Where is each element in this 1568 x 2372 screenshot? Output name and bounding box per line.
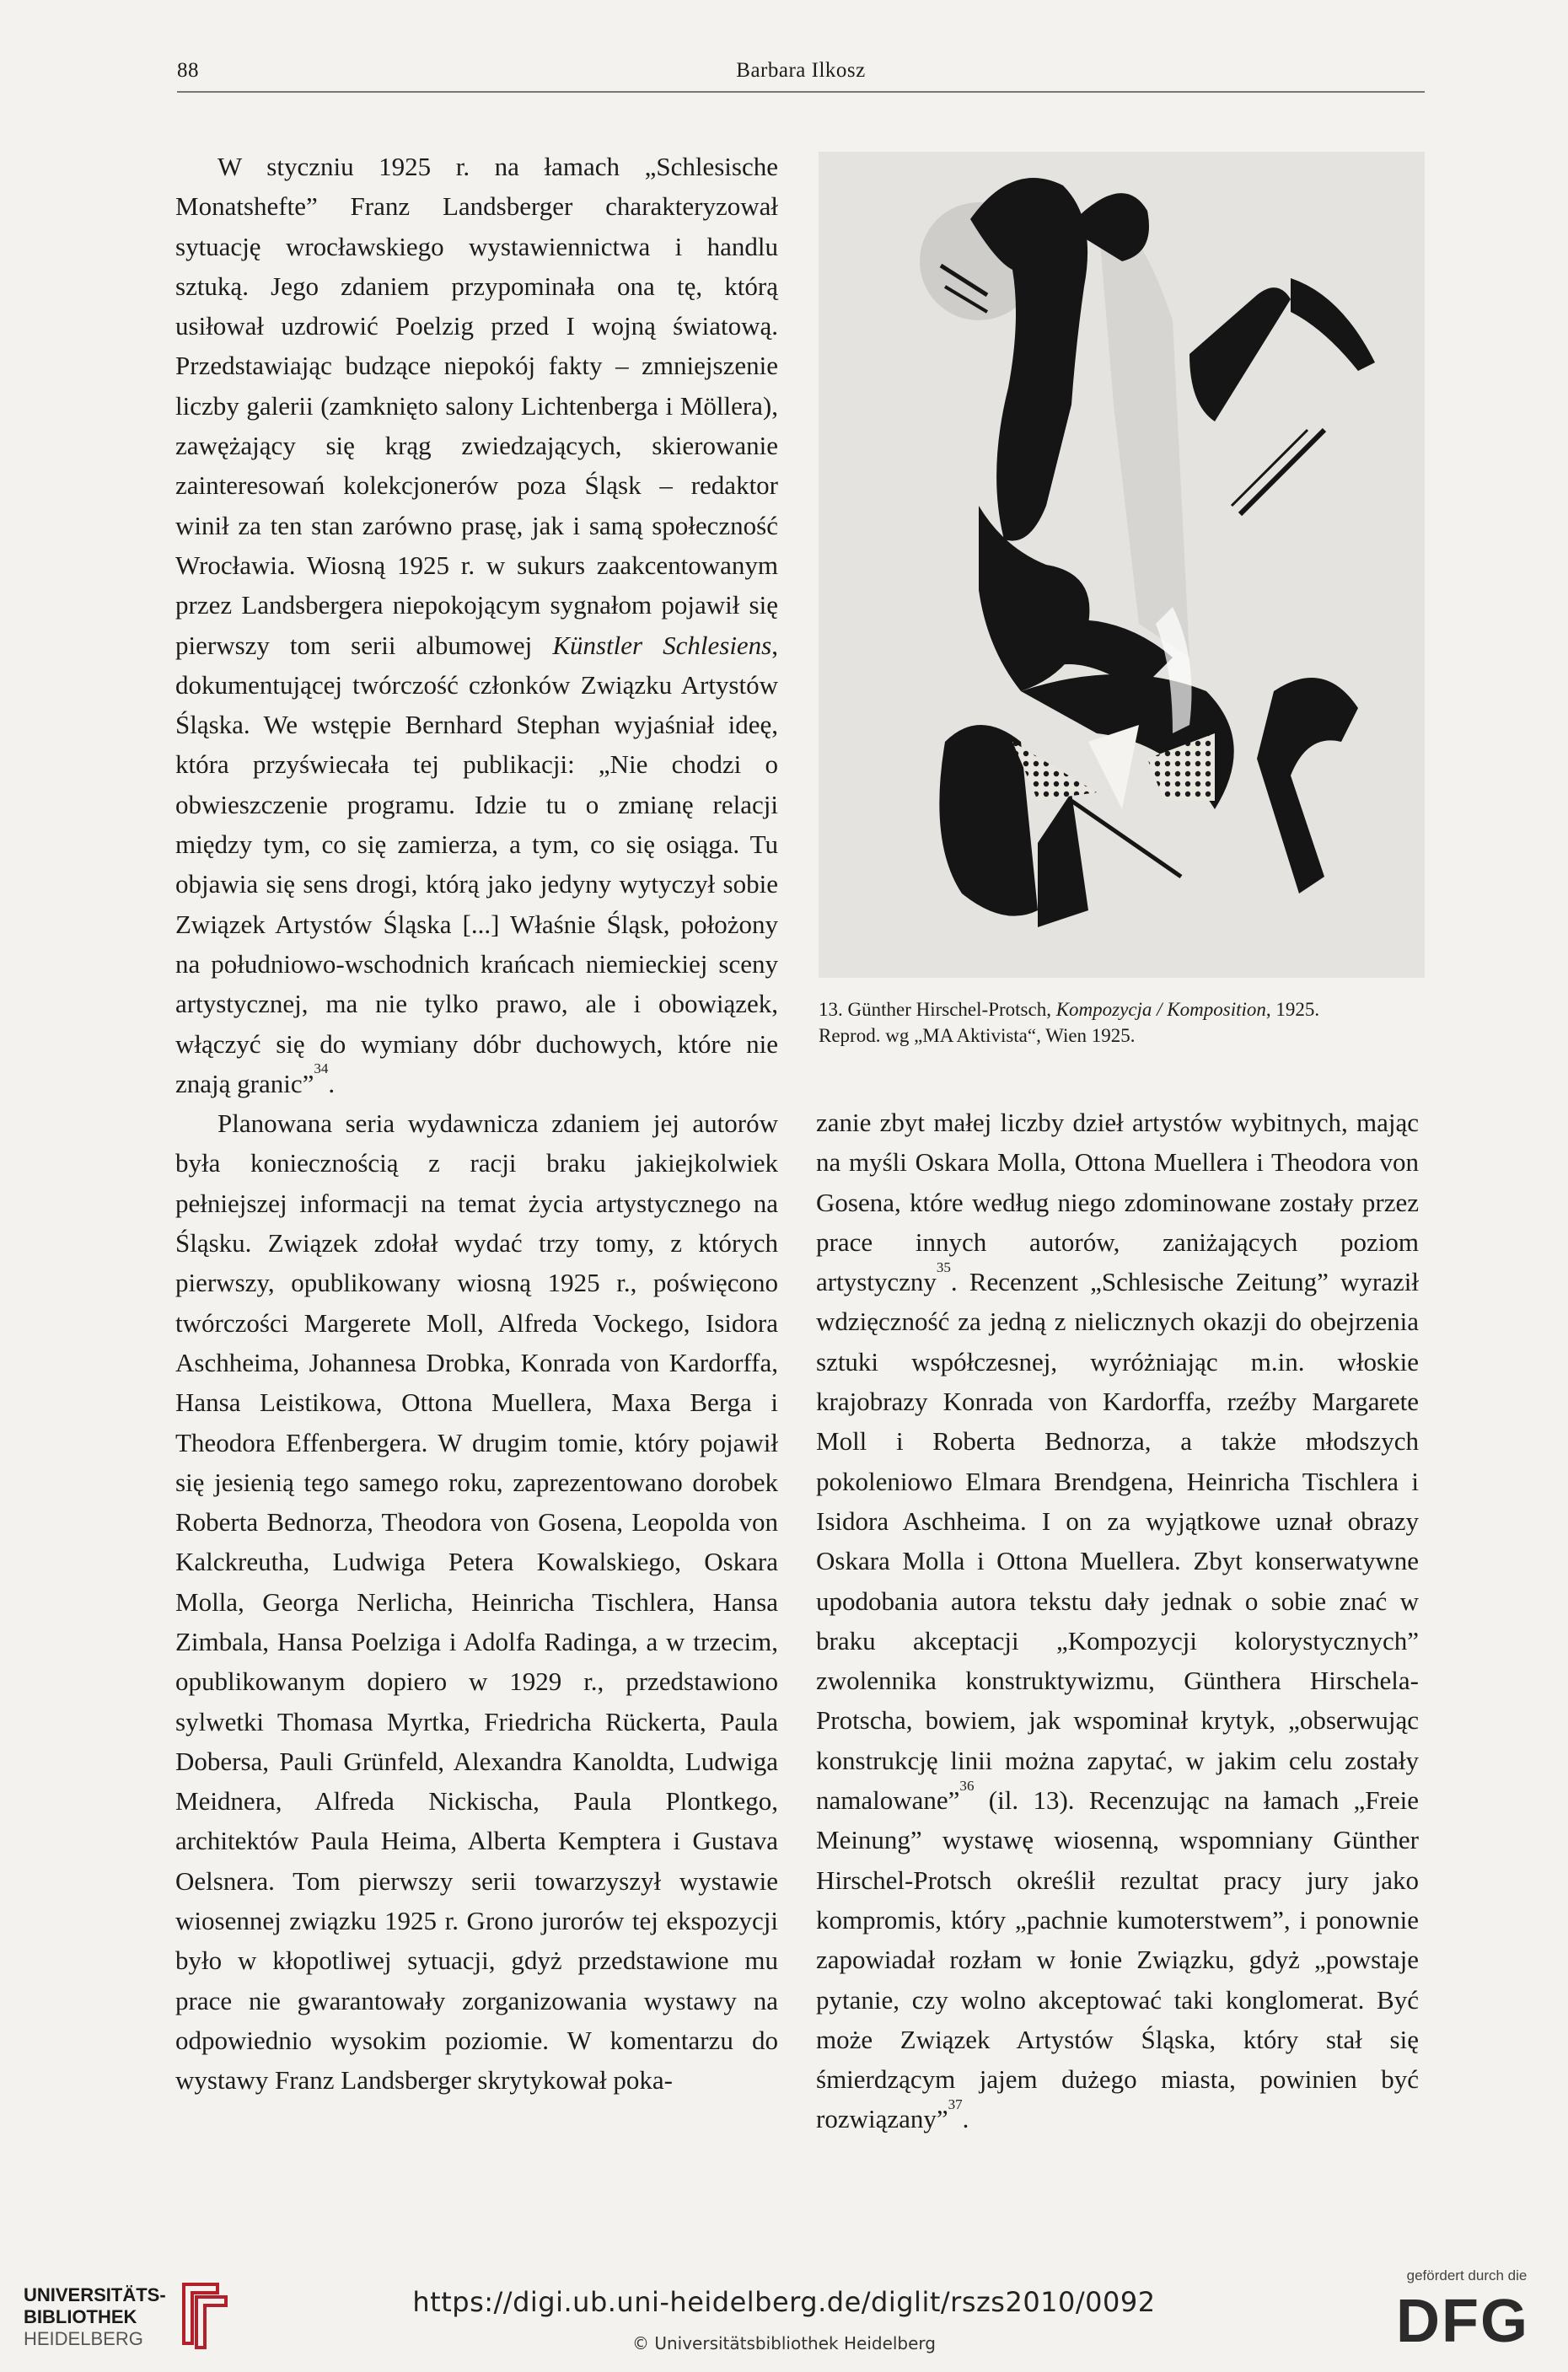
permalink-url[interactable]: https://digi.ub.uni-heidelberg.de/diglit/rszs2010/0092: [412, 2286, 1156, 2318]
artwork-figure: [819, 152, 1425, 978]
copyright-notice: © Universitätsbibliothek Heidelberg: [631, 2333, 936, 2353]
footnote-ref[interactable]: 36: [959, 1777, 975, 1794]
caption-line: 13. Günther Hirschel-Protsch, Kompozycja / Komposition, 1925.: [819, 999, 1320, 1020]
caption-reproduction-note: Reprod. wg „MA Aktivista“, Wien 1925.: [819, 1025, 1136, 1046]
dfg-wordmark: DFG: [1396, 2288, 1529, 2355]
footnote-ref[interactable]: 34: [314, 1060, 329, 1077]
artwork-image: [819, 152, 1425, 978]
right-text-column: [816, 1103, 1419, 2139]
caption-title: Kompozycja / Komposition: [1055, 999, 1266, 1020]
paragraph: zanie zbyt małej liczby dzieł artystów wybitnych, mając na myśli Oskara Molla, Ottona Muellera i Theodora von Gosena, które według niego zdominowane zostały przez prace innych autorów, zaniżających poziom artystyczny$^{35}$. Recenzent „Schlesische Zeitung” wyraził wdzięczność za jedną z nielicznych okazji do obejrzenia sztuki współczesnej, wyróżniając m.in. włoskie krajobrazy Konrada von Kardorffa, rzeźby Margarete Moll i Roberta Bednorza, a także młodszych pokoleniowo Elmara Brendgena, Heinricha Tischlera i Isidora Aschheima. I on za wyjątkowe uznał obrazy Oskara Molla i Ottona Muellera. Zbyt konserwatywne upodobania autora tekstu dały jednak o sobie znać w braku akceptacji „Kompozycji kolorystycznych” zwolennika konstruktywizmu, Günthera Hirschela-Protscha, bowiem, jak wspominał krytyk, „obserwując konstrukcję linii można zapytać, w jakim celu zostały namalowane”$^{36}$ (il. 13). Recenzując na łamach „Freie Meinung” wystawę wiosenną, wspomniany Günther Hirschel-Protsch określił rezultat pracy jury jako kompromis, który „pachnie kumoterstwem”, i ponownie zapowiadał rozłam w łonie Związku, gdyż „powstaje pytanie, czy wolno akceptować taki konglomerat. Być może Związek Artystów Śląska, który stał się śmierdzącym jajem dużego miasta, powinien być rozwiązany”$^{37}$.: [816, 1108, 1419, 2134]
paragraph: W styczniu 1925 r. na łamach „Schlesische Monatshefte” Franz Landsberger charakteryzował sytuację wrocławskiego wystawiennictwa i handlu sztuką. Jego zdaniem przypominała ona tę, którą usiłował uzdrowić Poelzig przed I wojną światową. Przedstawiając budzące niepokój fakty – zmniejszenie liczby galerii (zamknięto salony Lichtenberga i Möllera), zawężający się krąg zwiedzających, skierowanie zainteresowań kolekcjonerów poza Śląsk – redaktor winił za ten stan zarówno prasę, jak i samą społeczność Wrocławia. Wiosną 1925 r. w sukurs zaakcentowanym przez Landsbergera niepokojącym sygnałom pojawił się pierwszy tom serii albumowej Künstler Schlesiens, dokumentującej twórczość członków Związku Artystów Śląska. We wstępie Bernhard Stephan wyjaśniał ideę, która przyświecała tej publikacji: „Nie chodzi o obwieszczenie programu. Idzie tu o zmianę relacji między tym, co się zamierza, a tym, co się osiąga. Tu objawia się sens drogi, którą jako jedyny wytyczył sobie Związek Artystów Śląska [...] Właśnie Śląsk, położony na południowo-wschodnich krańcach niemieckiej sceny artystycznej, ma nie tylko prawo, ale i obowiązek, włączyć się do wymiany dóbr duchowych, które nie znają granic”$^{34}$.: [175, 152, 778, 1098]
running-head: Barbara Ilkosz: [736, 59, 866, 82]
digitization-footer: [0, 2242, 1568, 2372]
funding-note: gefördert durch die: [1406, 2267, 1528, 2283]
book-title: Künstler Schlesiens: [552, 630, 772, 660]
paragraph: Planowana seria wydawnicza zdaniem jej autorów była koniecznością z racji braku jakiejkolwiek pełniejszej informacji na temat życia artystycznego na Śląsku. Związek zdołał wydać trzy tomy, z których pierwszy, opublikowany wiosną 1925 r., poświęcono twórczości Margerete Moll, Alfreda Vockego, Isidora Aschheima, Johannesa Drobka, Konrada von Kardorffa, Hansa Leistikowa, Ottona Muellera, Maxa Berga i Theodora Effenbergera. W drugim tomie, który pojawił się jesienią tego samego roku, zaprezentowano dorobek Roberta Bednorza, Theodora von Gosena, Leopolda von Kalckreutha, Ludwiga Petera Kowalskiego, Oskara Molla, Georga Nerlicha, Heinricha Tischlera, Hansa Zimbala, Hansa Poelziga i Adolfa Radinga, a w trzecim, opublikowanym dopiero w 1929 r., przedstawiono sylwetki Thomasa Myrtka, Friedricha Rückerta, Paula Dobersa, Pauli Grünfeld, Alexandra Kanoldta, Ludwiga Meidnera, Alfreda Nickischa, Paula Plontkego, architektów Paula Heima, Alberta Kemptera i Gustava Oelsnera. Tom pierwszy serii towarzyszył wystawie wiosennej związku 1925 r. Grono jurorów tej ekspozycji było w kłopotliwej sytuacji, gdyż przedstawione mu prace nie gwarantowały zorganizowania wystawy na odpowiednio wysokim poziomie. W komentarzu do wystawy Franz Landsberger skrytykował poka-: [175, 1108, 778, 2096]
dfg-logo[interactable]: [1383, 2267, 1551, 2360]
library-name: UNIVERSITÄTS- BIBLIOTHEK HEIDELBERG: [24, 2284, 166, 2349]
footnote-ref[interactable]: 35: [936, 1258, 951, 1275]
figure-caption: [819, 996, 1425, 1049]
left-text-column: [175, 147, 778, 2101]
page-header: [177, 59, 1425, 93]
footnote-ref[interactable]: 37: [948, 2096, 963, 2113]
page-number: 88: [177, 59, 199, 82]
